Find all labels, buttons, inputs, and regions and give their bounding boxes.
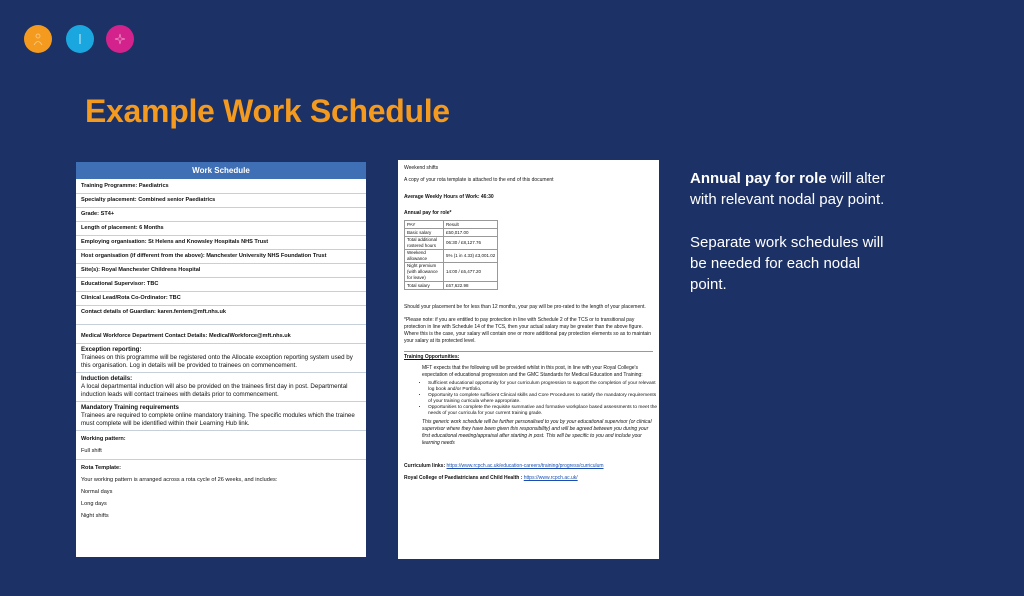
rcpch-link[interactable]: https://www.rcpch.ac.uk/ bbox=[523, 475, 578, 481]
avg-hours: Average Weekly Hours of Work: 46:30 bbox=[404, 194, 494, 200]
schedule-row: Length of placement: 6 Months bbox=[76, 222, 366, 236]
separate-schedules-note: Separate work schedules will be needed for each nodal point. bbox=[690, 234, 884, 293]
bar-icon bbox=[73, 32, 87, 46]
schedule-row: Site(s): Royal Manchester Childrens Hospital bbox=[76, 264, 366, 278]
annual-pay-note: Annual pay for role will alter with relevant nodal pay point. bbox=[690, 170, 886, 208]
curriculum-links: Curriculum links: https://www.rcpch.ac.uk/education-careers/training/progress/curriculum bbox=[404, 463, 604, 469]
training-outro: This generic work schedule will be further personalised to you by your educational supervisor (or clinical supervisor where they have been given this responsibility) and will be agreed between you during your first educational meeting/appraisal after starting in post. This will be specific to you and include your learning needs bbox=[422, 419, 652, 446]
schedule-row: Contact details of Guardian: karen.fentem@mft.nhs.uk bbox=[76, 306, 366, 325]
schedule-row: Educational Supervisor: TBC bbox=[76, 278, 366, 292]
side-notes bbox=[690, 168, 890, 317]
training-intro: MFT expects that the following will be provided whilst in this post, in line with your Royal College's expectation of educational progression and the GMC Standards for Medical Education and Training: bbox=[422, 365, 643, 378]
schedule-row: Host organisation (if different from the above): Manchester University NHS Foundation Trust bbox=[76, 250, 366, 264]
schedule-row: Training Programme: Paediatrics bbox=[76, 180, 366, 194]
rota-item: Long days bbox=[81, 501, 107, 507]
pay-row: PAY Result bbox=[405, 221, 498, 229]
exception-section: Exception reporting: Trainees on this programme will be registered onto the Allocate exception reporting system used by this organisation. Log in details will be provided to trainees on commencement. bbox=[76, 344, 366, 373]
induction-section: Induction details: A local departmental induction will also be provided on the trainees first day in post. Departmental induction leads will contact trainees with details prior to commencement. bbox=[76, 373, 366, 402]
protection-note: *Please note: if you are entitled to pay protection in line with Schedule 2 of the TCS or to transitional pay protection in line with Schedule 14 of the TCS, then your actual salary may be greater than the above figure. Where this is the case, your salary will contain one or more additional pay protection elements so as to maintain your salary at its protected level. bbox=[404, 317, 652, 344]
schedule-row: Employing organisation: St Helens and Knowsley Hospitals NHS Trust bbox=[76, 236, 366, 250]
person-icon bbox=[31, 32, 45, 46]
working-pattern-section: Working pattern: Full shift bbox=[76, 431, 366, 460]
pay-row: Night premium (with allowance for leave) 14:00 / £6,477.20 bbox=[405, 263, 498, 282]
rota-item: Night shifts bbox=[81, 513, 109, 519]
pay-row: Total salary £67,622.98 bbox=[405, 282, 498, 290]
list-item: • Sufficient educational opportunity for your curriculum progression to support the completion of your relevant log book and/or Portfolio. bbox=[428, 381, 659, 393]
annual-pay-title: Annual pay for role* bbox=[404, 210, 452, 216]
rota-section: Rota Template: Your working pattern is arranged across a rota cycle of 26 weeks, and includes: Normal days Long days Night shifts bbox=[81, 465, 278, 519]
training-title: Training Opportunities: bbox=[404, 354, 460, 360]
orange-dot bbox=[24, 25, 52, 53]
pay-row: Basic salary £50,017.00 bbox=[405, 229, 498, 237]
weekend-text: A copy of your rota template is attached to the end of this document bbox=[404, 177, 554, 183]
curriculum-link[interactable]: https://www.rcpch.ac.uk/education-careers/training/progress/curriculum bbox=[446, 463, 604, 469]
schedule-row: Grade: ST4+ bbox=[76, 208, 366, 222]
list-item: • Opportunity to complete sufficient Clinical skills and Core Procedures to satisfy the mandatory requirements of your training curricula where appropriate. bbox=[428, 393, 659, 405]
schedule-row: Clinical Lead/Rota Co-Ordinator: TBC bbox=[76, 292, 366, 306]
pay-row: Weekend allowance 5% (1 in 4.33) £3,001.02 bbox=[405, 250, 498, 263]
placement-note: Should your placement be for less than 12 months, your pay will be pro-rated to the length of your placement. bbox=[404, 304, 646, 310]
training-list bbox=[398, 381, 659, 417]
work-schedule-heading: Work Schedule bbox=[76, 162, 366, 179]
weekend-title: Weekend shifts bbox=[404, 165, 439, 171]
blue-dot bbox=[66, 25, 94, 53]
list-item: • Opportunities to complete the requisite summative and formative workplace based assessments to meet the needs of your curricula for your current training grade. bbox=[428, 405, 659, 417]
page-title: Example Work Schedule bbox=[85, 93, 450, 129]
work-schedule-document bbox=[76, 162, 366, 557]
pay-document bbox=[398, 160, 659, 559]
schedule-row: Specialty placement: Combined senior Paediatrics bbox=[76, 194, 366, 208]
rota-item: Normal days bbox=[81, 489, 113, 495]
rcpch-links: Royal College of Paediatricians and Child Health : https://www.rcpch.ac.uk/ bbox=[404, 475, 578, 481]
pay-table bbox=[404, 220, 498, 290]
pink-dot bbox=[106, 25, 134, 53]
pay-row: Total additional rostered hours 06:30 / £8,127.76 bbox=[405, 237, 498, 250]
star-icon bbox=[113, 32, 127, 46]
medical-workforce-row: Medical Workforce Department Contact Details: MedicalWorkforce@mft.nhs.uk bbox=[76, 325, 366, 344]
mandatory-section: Mandatory Training requirements Trainees are required to complete online mandatory training. The specific modules which the trainee must complete will be identified within their Learning Hub link. bbox=[76, 402, 366, 431]
